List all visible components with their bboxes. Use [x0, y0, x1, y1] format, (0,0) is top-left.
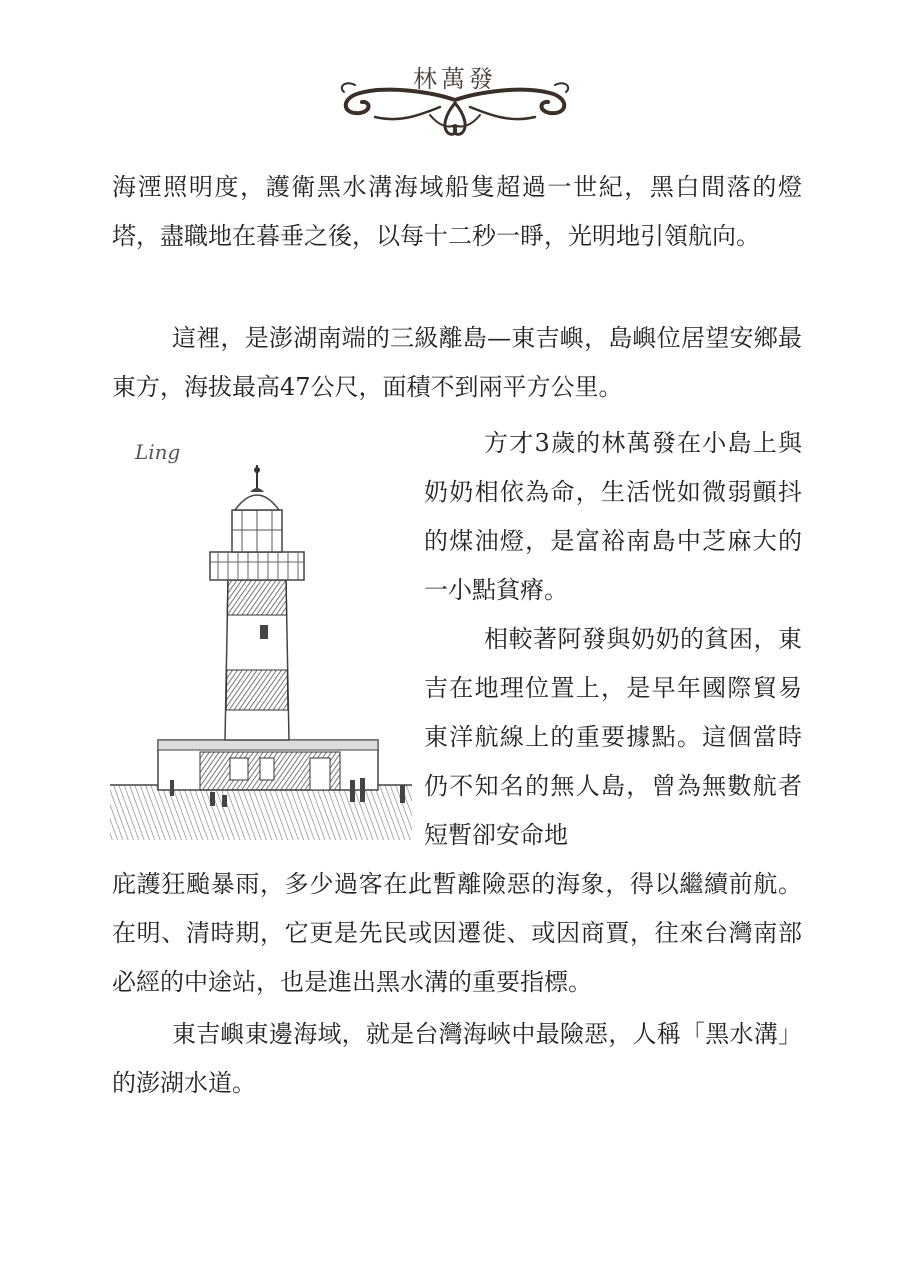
chapter-header [330, 45, 580, 145]
paragraph-5: 東吉嶼東邊海域，就是台灣海峽中最險惡，人稱「黑水溝」的澎湖水道。 [112, 1020, 802, 1097]
lighthouse-sketch-icon [110, 440, 412, 840]
paragraph-4-continued: 庇護狂颱暴雨，多少過客在此暫離險惡的海象，得以繼續前航。在明、清時期，它更是先民或因遷徙、或因商賈，往來台灣南部必經的中途站，也是進出黑水溝的重要指標。 [112, 870, 802, 996]
chapter-title: 林萬發 [413, 65, 497, 93]
lighthouse-illustration [110, 440, 412, 840]
paragraph-1: 海湮照明度，護衛黑水溝海域船隻超過一世紀，黑白間落的燈塔，盡職地在暮垂之後，以每十二秒一睜，光明地引領航向。 [112, 173, 802, 250]
artist-signature: Ling [135, 440, 181, 464]
paragraph-4-side: 相較著阿發與奶奶的貧困，東吉在地理位置上，是早年國際貿易東洋航線上的重要據點。這個當時仍不知名的無人島，曾為無數航者短暫卻安命地 [424, 625, 802, 849]
paragraph-2: 這裡，是澎湖南端的三級離島—東吉嶼，島嶼位居望安鄉最東方，海拔最高47公尺，面積不到兩平方公里。 [112, 324, 802, 401]
paragraph-3: 方才3歲的林萬發在小島上與奶奶相依為命，生活恍如微弱顫抖的煤油燈，是富裕南島中芝麻大的一小點貧瘠。 [424, 429, 802, 604]
